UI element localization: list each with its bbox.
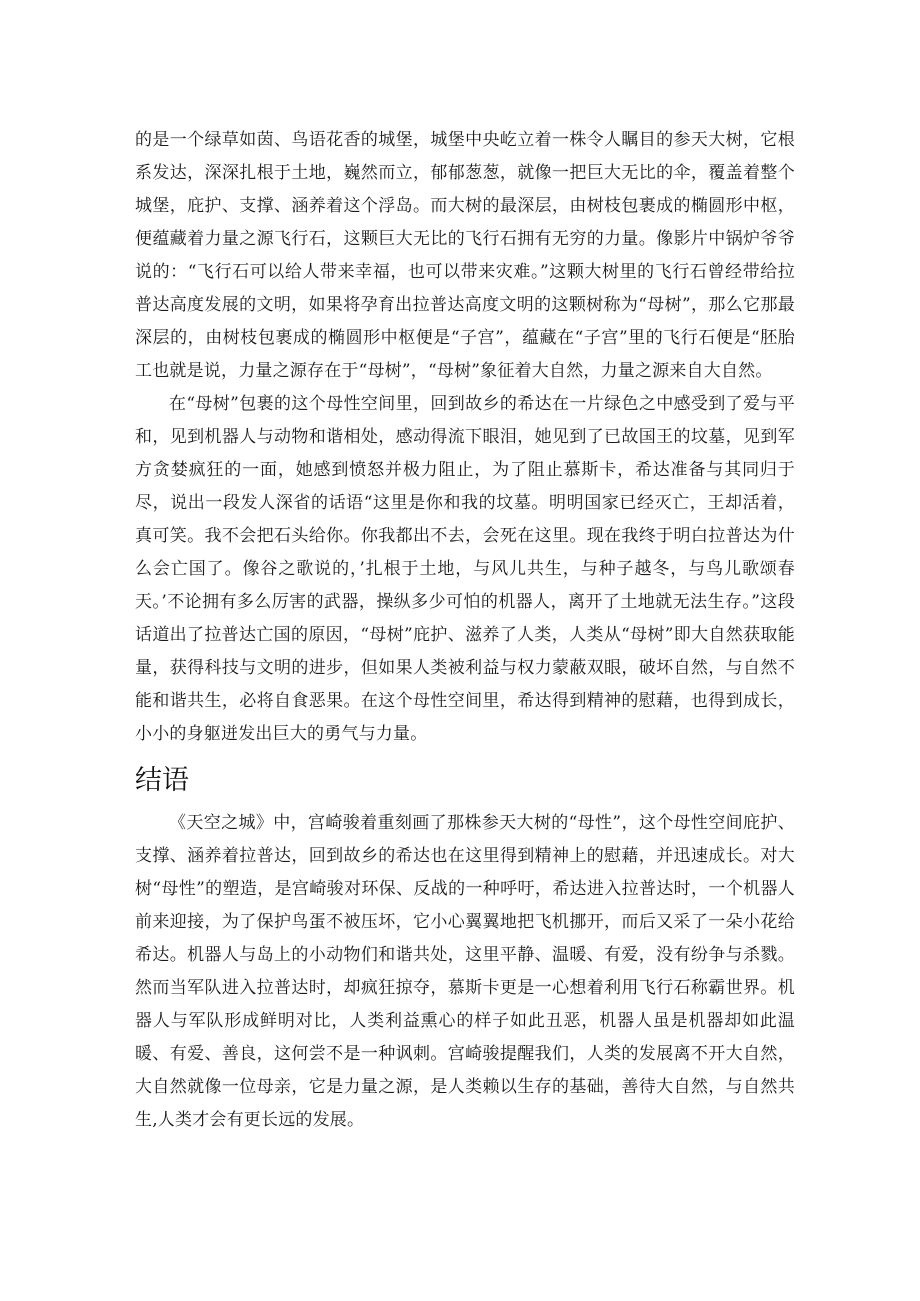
document-body: [135, 124, 795, 1137]
section-heading-conclusion: 结语: [135, 765, 189, 796]
paragraph-conclusion: 《天空之城》中，宫崎骏着重刻画了那株参天大树的“母性”，这个母性空间庇护、支撑、涵养着拉普达，回到故乡的希达也在这里得到精神上的慰藉，并迅速成长。对大树“母性”的塑造，是宫崎骏对环保、反战的一种呼吁，希达进入拉普达时，一个机器人前来迎接，为了保护鸟蛋不被压坏，它小心翼翼地把飞机挪开，而后又采了一朵小花给希达。机器人与岛上的小动物们和谐共处，这里平静、温暖、有爱，没有纷争与杀戮。然而当军队进入拉普达时，却疯狂掠夺，慕斯卡更是一心想着利用飞行石称霸世界。机器人与军队形成鲜明对比，人类利益熏心的样子如此丑恶，机器人虽是机器却如此温暖、有爱、善良，这何尝不是一种讽刺。宫崎骏提醒我们，人类的发展离不开大自然，大自然就像一位母亲，它是力量之源，是人类赖以生存的基础，善待大自然，与自然共生,人类才会有更长远的发展。: [135, 813, 795, 1130]
paragraph-continued: 的是一个绿草如茵、鸟语花香的城堡，城堡中央屹立着一株令人瞩目的参天大树，它根系发达，深深扎根于土地，巍然而立，郁郁葱葱，就像一把巨大无比的伞，覆盖着整个城堡，庇护、支撑、涵养着这个浮岛。而大树的最深层，由树枝包裹成的椭圆形中枢，便蕴藏着力量之源飞行石，这颗巨大无比的飞行石拥有无穷的力量。像影片中锅炉爷爷说的：“飞行石可以给人带来幸福，也可以带来灾难。”这颗大树里的飞行石曾经带给拉普达高度发展的文明，如果将孕育出拉普达高度文明的这颗树称为“母树”，那么它那最深层的，由树枝包裹成的椭圆形中枢便是“子宫”，蕴藏在“子宫”里的飞行石便是“胚胎工也就是说，力量之源存在于“母树”，“母树”象征着大自然，力量之源来自大自然。: [135, 130, 795, 381]
paragraph-mother-tree-space: 在“母树”包裹的这个母性空间里，回到故乡的希达在一片绿色之中感受到了爱与平和，见到机器人与动物和谐相处，感动得流下眼泪，她见到了已故国王的坟墓，见到军方贪婪疯狂的一面，她感到愤怒并极力阻止，为了阻止慕斯卡，希达准备与其同归于尽，说出一段发人深省的话语“这里是你和我的坟墓。明明国家已经灭亡，王却活着，真可笑。我不会把石头给你。你我都出不去，会死在这里。现在我终于明白拉普达为什么会亡国了。像谷之歌说的，’扎根于土地，与风儿共生，与种子越冬，与鸟儿歌颂春天。’不论拥有多么厉害的武器，操纵多少可怕的机器人，离开了土地就无法生存。”这段话道出了拉普达亡国的原因，“母树”庇护、滋养了人类，人类从“母树”即大自然获取能量，获得科技与文明的进步，但如果人类被利益与权力蒙蔽双眼，破坏自然，与自然不能和谐共生，必将自食恶果。在这个母性空间里，希达得到精神的慰藉，也得到成长，小小的身躯迸发出巨大的勇气与力量。: [135, 394, 795, 744]
